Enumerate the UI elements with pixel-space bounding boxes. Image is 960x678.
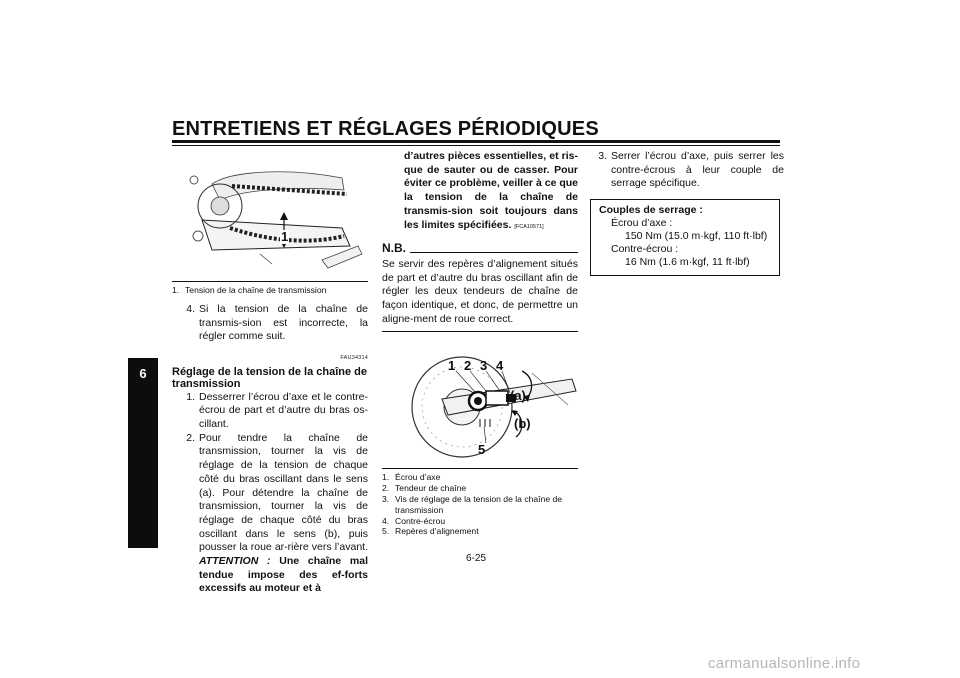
step-number: 3. [598,150,607,162]
step-number: 4. [186,302,195,315]
page-title: ENTRETIENS ET RÉGLAGES PÉRIODIQUES [172,118,599,140]
caption-number: 4. [382,515,390,526]
chain-adjuster-illustration [382,335,578,465]
warning-text: d’autres pièces essentielles, et ris-que de sauter ou de casser. Pour éviter ce problème, veiller à ce que la tension de la chaîne de transmis-sion soit toujours dans les limites spécifiées. [404,150,578,231]
step-number: 2. [186,431,195,444]
fig2-label-2: 2 [464,358,472,374]
caption-item [382,516,578,527]
fig2-label-5: 5 [478,442,486,458]
step-text: Pour tendre la chaîne de transmission, tourner la vis de réglage de la tension de chaque côté du bras oscillant dans le sens (a). Pour détendre la chaîne de transmission, tourner la vis de réglage de chaque côté du bras oscillant dans le sens (b), puis pousser la roue ar-rière vers l’avant. [199,431,368,554]
caption-number: 2. [382,483,390,494]
caption-item [382,472,578,483]
step-text: Serrer l’écrou d’axe, puis serrer les contre-écrous à leur couple de serrage spécifique. [611,150,784,190]
locknut-value: 16 Nm (1.6 m·kgf, 11 ft·lbf) [625,256,750,269]
watermark: carmanualsonline.info [708,655,861,672]
fig2-label-1: 1 [448,358,456,374]
fig2-caption-list [382,472,578,537]
fig2-label-3: 3 [480,358,488,374]
torque-box-title: Couples de serrage : [599,204,703,217]
note-label: N.B. [382,241,406,256]
column-right [594,150,784,276]
warning-continuation [382,150,578,234]
title-rule-thin [172,145,780,146]
note-rule [410,252,578,253]
warning-text: Une chaîne mal tendue impose des ef-forts excessifs au moteur et à [199,555,368,595]
fig1-caption [172,285,368,296]
chapter-number: 6 [139,366,147,381]
torque-spec-box [590,199,780,276]
caption-item [382,526,578,537]
note-block [382,242,578,332]
step-1 [172,391,368,432]
step-4 [172,303,368,344]
caption-item [382,494,578,516]
page-number: 6-25 [466,553,487,564]
fig2-label-4: 4 [496,358,504,374]
chain-slack-drawing [172,150,368,278]
step-2 [172,432,368,596]
warning-code: [FCA10571] [514,223,544,230]
fig1-label: 1 [281,229,289,244]
caption-rule [382,468,578,469]
caption-text: Écrou d’axe [395,472,441,483]
caption-text: Repères d’alignement [395,526,479,537]
caption-rule [172,281,368,282]
locknut-label: Contre-écrou : [611,243,679,256]
note-header [382,242,578,256]
fig2-label-a: (a) [510,388,526,404]
chapter-tab [128,358,158,548]
caption-number: 3. [382,494,390,505]
axle-nut-label: Écrou d’axe : [611,217,673,230]
note-text: Se servir des repères d’alignement situés de part et d’autre du bras oscillant afin de régler les deux tendeurs de chaîne de façon identique, et donc, de permettre un aligne-ment de roue correct. [382,257,578,325]
caption-text: Contre-écrou [395,515,446,526]
step-text-block [199,432,368,596]
caption-text: Tension de la chaîne de transmission [185,285,327,295]
caption-number: 5. [382,526,390,537]
step-text: Si la tension de la chaîne de transmis-sion est incorrecte, la régler comme suit. [199,302,368,343]
step-3 [594,150,784,191]
note-end-rule [382,331,578,332]
step-number: 1. [186,390,195,403]
attention-label: ATTENTION : [199,555,271,568]
chain-slack-illustration [172,150,368,278]
caption-text: Vis de réglage de la tension de la chaîne de transmission [395,494,563,515]
title-rule [172,140,780,143]
reference-code: FAU34314 [340,354,368,361]
section-heading: Réglage de la tension de la chaîne de transmission [172,365,368,391]
step-text: Desserrer l’écrou d’axe et le contre-écrou de part et d’autre du bras os-cillant. [199,390,368,431]
column-left [172,150,368,596]
caption-item [382,483,578,494]
caption-number: 1. [172,285,180,295]
axle-nut-value: 150 Nm (15.0 m·kgf, 110 ft·lbf) [625,230,768,243]
fig2-label-b: (b) [514,416,531,432]
column-middle [382,150,578,537]
caption-text: Tendeur de chaîne [395,483,467,494]
caption-number: 1. [382,472,390,483]
